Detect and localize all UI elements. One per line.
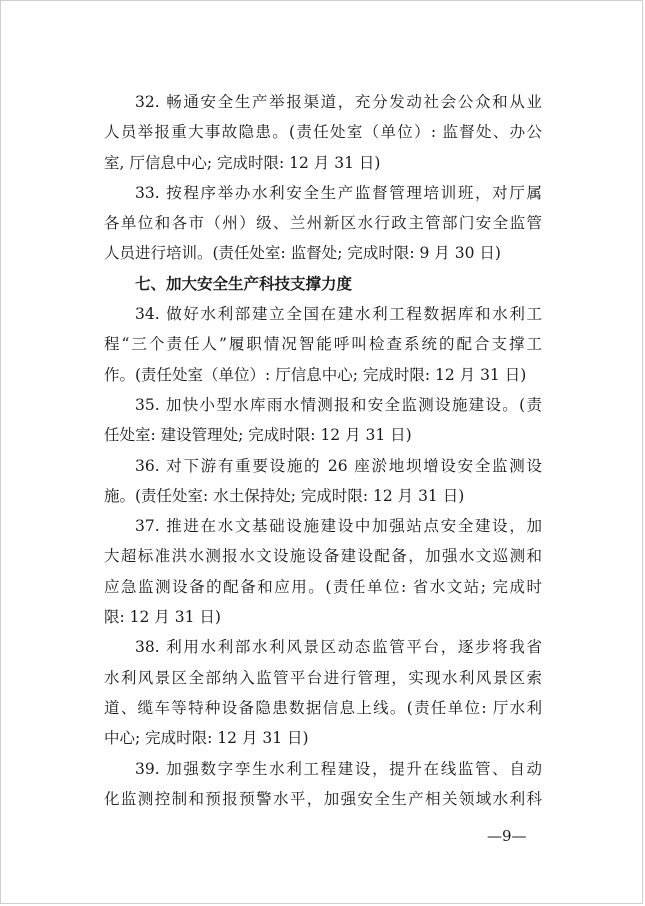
text-line: 人员进行培训。(责任处室: 监督处; 完成时限: 9 月 30 日) [104, 244, 501, 263]
text-line: 作。(责任处室（单位）: 厅信息中心; 完成时限: 12 月 31 日) [104, 365, 527, 384]
text-line: 32. 畅通安全生产举报渠道，充分发动社会公众和从业 [135, 93, 542, 111]
document-body [104, 87, 542, 814]
text-line: 道、缆车等特种设备隐患数据信息上线。(责任单位: 厅水利 [104, 698, 542, 717]
text-line: 39. 加强数字孪生水利工程建设，提升在线监管、自动 [135, 759, 542, 778]
text-line: 化监测控制和预报预警水平，加强安全生产相关领域水利科 [104, 789, 542, 808]
page-number: —9— [487, 827, 527, 845]
text-line: 大超标准洪水测报水文设施设备建设配备，加强水文巡测和 [104, 547, 542, 566]
text-line: 37. 推进在水文基础设施建设中加强站点安全建设，加 [135, 517, 542, 536]
section-heading: 七、加大安全生产科技支撑力度 [135, 274, 353, 293]
text-line: 任处室: 建设管理处; 完成时限: 12 月 31 日) [104, 426, 412, 445]
text-line: 限: 12 月 31 日) [104, 608, 221, 627]
text-line: 应急监测设备的配备和应用。(责任单位: 省水文站; 完成时 [104, 577, 542, 596]
text-line: 室, 厅信息中心; 完成时限: 12 月 31 日) [104, 153, 381, 172]
text-line: 35. 加快小型水库雨水情测报和安全监测设施建设。(责 [135, 395, 542, 414]
text-line: 中心; 完成时限: 12 月 31 日) [104, 729, 309, 748]
text-line: 33. 按程序举办水利安全生产监督管理培训班，对厅属 [135, 183, 542, 202]
text-line: 34. 做好水利部建立全国在建水利工程数据库和水利工 [135, 305, 542, 324]
text-line: 各单位和各市（州）级、兰州新区水行政主管部门安全监管 [104, 214, 542, 233]
text-line: 施。(责任处室: 水土保持处; 完成时限: 12 月 31 日) [104, 486, 465, 505]
text-line: 程“三个责任人”履职情况智能呼叫检查系统的配合支撑工 [104, 335, 542, 354]
text-line: 38. 利用水利部水利风景区动态监管平台，逐步将我省 [135, 638, 542, 657]
text-line: 人员举报重大事故隐患。(责任处室（单位）: 监督处、办公 [104, 123, 542, 142]
text-line: 水利风景区全部纳入监管平台进行管理，实现水利风景区索 [104, 668, 542, 687]
text-line: 36. 对下游有重要设施的 26 座淤地坝增设安全监测设 [135, 456, 542, 475]
